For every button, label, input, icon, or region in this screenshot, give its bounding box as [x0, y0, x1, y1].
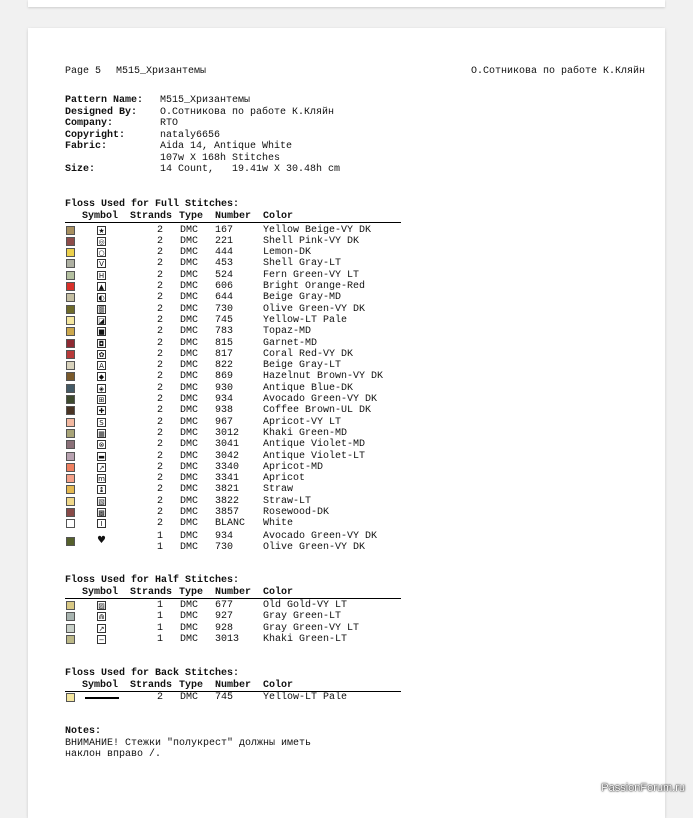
- color-name-cell: Yellow Beige-VY DK: [263, 224, 372, 236]
- number-cell: 967: [215, 416, 234, 428]
- color-swatch: [66, 339, 75, 348]
- half-stitches-title: Floss Used for Half Stitches:: [65, 575, 240, 586]
- notes-line-2: наклон вправо /.: [65, 749, 162, 760]
- stitch-symbol-icon: ✿: [98, 350, 105, 359]
- stitch-symbol-icon: ⋒: [98, 613, 105, 622]
- floss-row: [65, 304, 405, 315]
- strands-cell: 2: [156, 292, 163, 304]
- column-header-type: Type: [179, 680, 204, 691]
- type-cell: DMC: [180, 326, 199, 338]
- floss-row: [65, 518, 405, 529]
- stitch-symbol-icon: ▦: [98, 429, 105, 438]
- info-value: 14 Count, 19.41w X 30.48h cm: [160, 164, 341, 175]
- floss-row: [65, 439, 405, 450]
- header-rule: [65, 598, 401, 599]
- strands-cell: 2: [156, 405, 163, 417]
- color-name-cell: Beige Gray-LT: [263, 360, 342, 372]
- strands-cell: 2: [156, 416, 163, 428]
- color-swatch: [66, 601, 75, 610]
- type-cell: DMC: [180, 611, 199, 623]
- stitch-symbol-icon: ▨: [98, 602, 105, 610]
- stitch-symbol-icon: ▬: [98, 452, 105, 461]
- column-header-type: Type: [179, 587, 204, 598]
- stitch-symbol-icon: ○: [98, 249, 105, 258]
- strands-cell: 2: [156, 337, 163, 349]
- color-swatch: [66, 693, 75, 702]
- type-cell: DMC: [180, 427, 199, 439]
- strands-cell: 2: [156, 235, 163, 247]
- strands-cell: 2: [156, 281, 163, 292]
- color-swatch: [66, 537, 75, 546]
- type-cell: DMC: [180, 461, 199, 473]
- strands-cell: 2: [156, 348, 163, 360]
- stitch-symbol-icon: ◎: [98, 237, 105, 246]
- type-cell: DMC: [180, 258, 199, 270]
- color-name-cell: Yellow-LT Pale: [263, 692, 348, 703]
- info-label: Pattern Name:: [65, 95, 144, 106]
- floss-row: [65, 484, 405, 495]
- color-swatch: [66, 452, 75, 461]
- number-cell: 3822: [215, 495, 240, 507]
- column-header-strands: Strands: [130, 680, 173, 691]
- floss-row: [65, 428, 405, 439]
- strands-cell: 2: [156, 314, 163, 326]
- notes-title: Notes:: [65, 726, 102, 737]
- color-swatch: [66, 282, 75, 291]
- number-cell: 815: [215, 337, 234, 349]
- info-label: Size:: [65, 164, 96, 175]
- color-name-cell: Beige Gray-MD: [263, 292, 342, 304]
- info-value: 107w X 168h Stitches: [160, 152, 281, 164]
- color-swatch: [66, 624, 75, 633]
- number-cell: 606: [215, 281, 234, 292]
- strands-cell: 2: [156, 507, 163, 518]
- number-cell: 3857: [215, 507, 240, 518]
- color-swatch: [66, 372, 75, 381]
- stitch-symbol-icon: ▒: [98, 305, 105, 314]
- color-swatch: [66, 271, 75, 280]
- type-cell: DMC: [180, 495, 199, 507]
- color-name-cell: Topaz-MD: [263, 326, 312, 338]
- strands-cell: 2: [156, 224, 163, 236]
- color-name-cell: Straw-LT: [263, 495, 312, 507]
- strands-cell: 1: [156, 611, 163, 623]
- floss-row: [65, 326, 405, 337]
- number-cell: 677: [215, 600, 234, 611]
- floss-row: [65, 225, 405, 236]
- floss-row: [65, 611, 405, 622]
- floss-row: [65, 507, 405, 518]
- color-swatch: [66, 463, 75, 472]
- number-cell: 444: [215, 247, 234, 259]
- color-name-cell: White: [263, 518, 294, 530]
- type-cell: DMC: [180, 224, 199, 236]
- number-cell: 167: [215, 224, 234, 236]
- header-rule: [65, 222, 401, 223]
- color-name-cell: Lemon-DK: [263, 247, 312, 259]
- type-cell: DMC: [180, 622, 199, 634]
- color-swatch: [66, 429, 75, 438]
- floss-row: [65, 417, 405, 428]
- color-swatch: [66, 316, 75, 325]
- column-header-symbol: Symbol: [82, 587, 119, 598]
- color-name-cell: Gray Green-LT: [263, 611, 342, 623]
- color-swatch: [66, 635, 75, 644]
- number-cell: 524: [215, 269, 234, 281]
- color-name-cell: Avocado Green-VY DK: [263, 530, 378, 542]
- strands-cell: 1: [156, 541, 163, 553]
- color-swatch: [66, 474, 75, 483]
- strands-cell: 2: [156, 258, 163, 270]
- type-cell: DMC: [180, 337, 199, 349]
- info-value: RTO: [160, 118, 179, 129]
- strands-cell: 2: [156, 427, 163, 439]
- number-cell: 3821: [215, 484, 240, 496]
- type-cell: DMC: [180, 541, 199, 553]
- strands-cell: 2: [156, 461, 163, 473]
- backstitch-line-sample: [85, 697, 119, 699]
- stitch-symbol-icon: H: [98, 271, 105, 280]
- color-name-cell: Old Gold-VY LT: [263, 600, 348, 611]
- floss-row: [65, 349, 405, 360]
- previous-page-edge: [28, 0, 665, 7]
- document-page: [28, 28, 665, 818]
- strands-cell: 2: [156, 439, 163, 451]
- strands-cell: 2: [156, 360, 163, 372]
- color-swatch: [66, 485, 75, 494]
- type-cell: DMC: [180, 518, 199, 530]
- type-cell: DMC: [180, 633, 199, 645]
- info-value: nataly6656: [160, 129, 221, 141]
- column-header-number: Number: [215, 587, 252, 598]
- color-swatch: [66, 612, 75, 621]
- strands-cell: 2: [156, 518, 163, 530]
- color-swatch: [66, 248, 75, 257]
- type-cell: DMC: [180, 439, 199, 451]
- color-name-cell: Bright Orange-Red: [263, 281, 366, 292]
- number-cell: 453: [215, 258, 234, 270]
- stitch-symbol-icon: ★: [98, 226, 105, 235]
- strands-cell: 2: [156, 473, 163, 485]
- type-cell: DMC: [180, 348, 199, 360]
- full-stitches-title: Floss Used for Full Stitches:: [65, 199, 240, 210]
- column-header-number: Number: [215, 680, 252, 691]
- stitch-symbol-icon: ⊗: [98, 441, 105, 450]
- number-cell: 3042: [215, 450, 240, 462]
- type-cell: DMC: [180, 416, 199, 428]
- color-swatch: [66, 384, 75, 393]
- stitch-symbol-icon: ▲: [98, 283, 105, 291]
- number-cell: 927: [215, 611, 234, 623]
- type-cell: DMC: [180, 405, 199, 417]
- floss-row: [65, 236, 405, 247]
- number-cell: BLANC: [215, 518, 246, 530]
- color-name-cell: Khaki Green-MD: [263, 427, 348, 439]
- color-name-cell: Rosewood-DK: [263, 507, 330, 518]
- column-header-strands: Strands: [130, 587, 173, 598]
- floss-row: [65, 371, 405, 382]
- floss-row: [65, 623, 405, 634]
- number-cell: 930: [215, 382, 234, 394]
- strands-cell: 2: [156, 484, 163, 496]
- blend-row: [65, 531, 405, 554]
- stitch-symbol-icon: V: [97, 259, 106, 268]
- column-header-color: Color: [263, 211, 294, 222]
- column-header-color: Color: [263, 680, 294, 691]
- floss-row: [65, 292, 405, 303]
- color-swatch: [66, 226, 75, 235]
- type-cell: DMC: [180, 314, 199, 326]
- color-swatch: [66, 237, 75, 246]
- number-cell: 783: [215, 326, 234, 338]
- stitch-symbol-icon: A: [97, 361, 106, 370]
- type-cell: DMC: [180, 371, 199, 383]
- stitch-symbol-icon: ♥: [97, 534, 106, 546]
- number-cell: 938: [215, 405, 234, 417]
- column-header-color: Color: [263, 587, 294, 598]
- stitch-symbol-icon: S: [97, 418, 106, 427]
- color-name-cell: Olive Green-VY DK: [263, 541, 366, 553]
- info-label: Designed By:: [65, 106, 138, 118]
- color-name-cell: Khaki Green-LT: [263, 633, 348, 645]
- type-cell: DMC: [180, 382, 199, 394]
- stitch-symbol-icon: ◪: [98, 316, 105, 325]
- number-cell: 3340: [215, 461, 240, 473]
- type-cell: DMC: [180, 281, 199, 292]
- number-cell: 644: [215, 292, 234, 304]
- floss-row: [65, 692, 405, 703]
- floss-row: [65, 258, 405, 269]
- notes-line-1: ВНИМАНИЕ! Стежки "полукрест" должны иметь: [65, 738, 312, 749]
- number-cell: 3013: [215, 633, 240, 645]
- color-swatch: [66, 508, 75, 517]
- strands-cell: 2: [156, 382, 163, 394]
- type-cell: DMC: [180, 303, 199, 315]
- type-cell: DMC: [180, 484, 199, 496]
- strands-cell: 2: [156, 394, 163, 405]
- number-cell: 730: [215, 541, 234, 553]
- color-swatch: [66, 259, 75, 268]
- color-name-cell: Yellow-LT Pale: [263, 314, 348, 326]
- color-name-cell: Apricot-MD: [263, 461, 324, 473]
- color-name-cell: Avocado Green-VY DK: [263, 394, 378, 405]
- floss-row: [65, 338, 405, 349]
- color-swatch: [66, 327, 75, 336]
- number-cell: 822: [215, 360, 234, 372]
- info-label: Copyright:: [65, 129, 126, 141]
- type-cell: DMC: [180, 450, 199, 462]
- stitch-symbol-icon: ↗: [98, 463, 105, 472]
- type-cell: DMC: [180, 600, 199, 611]
- floss-row: [65, 462, 405, 473]
- color-swatch: [66, 395, 75, 404]
- type-cell: DMC: [180, 507, 199, 518]
- back-stitches-title: Floss Used for Back Stitches:: [65, 668, 240, 679]
- color-swatch: [66, 361, 75, 370]
- color-swatch: [66, 519, 75, 528]
- color-name-cell: Shell Gray-LT: [263, 258, 342, 270]
- header-designer: О.Сотникова по работе К.Кляйн: [470, 66, 645, 77]
- info-value: M515_Хризантемы: [160, 95, 251, 106]
- type-cell: DMC: [180, 692, 199, 703]
- type-cell: DMC: [180, 235, 199, 247]
- type-cell: DMC: [180, 394, 199, 405]
- number-cell: 934: [215, 394, 234, 405]
- info-label: Company:: [65, 118, 114, 129]
- strands-cell: 1: [156, 530, 163, 542]
- strands-cell: 1: [156, 633, 163, 645]
- pattern-code: M515_Хризантемы: [116, 66, 207, 77]
- floss-row: [65, 360, 405, 371]
- column-header-symbol: Symbol: [82, 680, 119, 691]
- stitch-symbol-icon: ✚: [98, 407, 105, 416]
- floss-row: [65, 600, 405, 611]
- color-name-cell: Antique Violet-LT: [263, 450, 366, 462]
- color-name-cell: Antique Violet-MD: [263, 439, 366, 451]
- column-header-number: Number: [215, 211, 252, 222]
- color-swatch: [66, 440, 75, 449]
- color-name-cell: Hazelnut Brown-VY DK: [263, 371, 384, 383]
- type-cell: DMC: [180, 360, 199, 372]
- watermark: PassionForum.ru: [601, 782, 685, 794]
- color-swatch: [66, 350, 75, 359]
- stitch-symbol-icon: ▧: [98, 497, 105, 506]
- strands-cell: 2: [156, 371, 163, 383]
- stitch-symbol-icon: I: [97, 519, 106, 528]
- stitch-symbol-icon: ⊞: [98, 396, 105, 404]
- stitch-symbol-icon: ↨: [98, 486, 105, 495]
- number-cell: 221: [215, 235, 234, 247]
- color-name-cell: Antique Blue-DK: [263, 382, 354, 394]
- number-cell: 745: [215, 314, 234, 326]
- color-name-cell: Olive Green-VY DK: [263, 303, 366, 315]
- strands-cell: 2: [156, 303, 163, 315]
- color-swatch: [66, 305, 75, 314]
- color-name-cell: Apricot-VY LT: [263, 416, 342, 428]
- column-header-symbol: Symbol: [82, 211, 119, 222]
- type-cell: DMC: [180, 530, 199, 542]
- floss-row: [65, 315, 405, 326]
- strands-cell: 2: [156, 326, 163, 338]
- strands-cell: 1: [156, 622, 163, 634]
- floss-row: [65, 451, 405, 462]
- color-name-cell: Gray Green-VY LT: [263, 622, 360, 634]
- stitch-symbol-icon: ◆: [98, 373, 105, 382]
- strands-cell: 2: [156, 269, 163, 281]
- number-cell: 934: [215, 530, 234, 542]
- stitch-symbol-icon: ◘: [98, 339, 105, 348]
- stitch-symbol-icon: ◐: [98, 294, 105, 303]
- page-label: Page 5: [65, 66, 102, 77]
- strands-cell: 2: [156, 247, 163, 259]
- floss-row: [65, 405, 405, 416]
- stitch-symbol-icon: ◈: [98, 384, 105, 393]
- number-cell: 3012: [215, 427, 240, 439]
- type-cell: DMC: [180, 269, 199, 281]
- stitch-symbol-icon: ↗: [98, 624, 105, 633]
- stitch-symbol-icon: −: [98, 635, 105, 644]
- type-cell: DMC: [180, 292, 199, 304]
- strands-cell: 2: [156, 692, 163, 703]
- color-swatch: [66, 406, 75, 415]
- floss-row: [65, 281, 405, 292]
- strands-cell: 1: [156, 600, 163, 611]
- number-cell: 745: [215, 692, 234, 703]
- type-cell: DMC: [180, 247, 199, 259]
- color-name-cell: Coffee Brown-UL DK: [263, 405, 372, 417]
- color-name-cell: Fern Green-VY LT: [263, 269, 360, 281]
- floss-row: [65, 394, 405, 405]
- stitch-symbol-icon: m: [98, 475, 105, 484]
- number-cell: 3041: [215, 439, 240, 451]
- info-value: Aida 14, Antique White: [160, 141, 293, 152]
- color-swatch: [66, 418, 75, 427]
- number-cell: 730: [215, 303, 234, 315]
- stitch-symbol-icon: ▩: [98, 509, 105, 517]
- color-name-cell: Shell Pink-VY DK: [263, 235, 360, 247]
- color-swatch: [66, 293, 75, 302]
- color-name-cell: Apricot: [263, 473, 306, 485]
- info-value: О.Сотникова по работе К.Кляйн: [160, 106, 335, 118]
- color-name-cell: Straw: [263, 484, 294, 496]
- floss-row: [65, 247, 405, 258]
- color-swatch: [66, 497, 75, 506]
- column-header-type: Type: [179, 211, 204, 222]
- floss-row: [65, 383, 405, 394]
- column-header-strands: Strands: [130, 211, 173, 222]
- number-cell: 3341: [215, 473, 240, 485]
- number-cell: 817: [215, 348, 234, 360]
- floss-row: [65, 496, 405, 507]
- stitch-symbol-icon: ■: [98, 328, 105, 337]
- floss-row: [65, 473, 405, 484]
- number-cell: 869: [215, 371, 234, 383]
- number-cell: 928: [215, 622, 234, 634]
- strands-cell: 2: [156, 495, 163, 507]
- floss-row: [65, 634, 405, 645]
- floss-row: [65, 270, 405, 281]
- color-name-cell: Garnet-MD: [263, 337, 318, 349]
- color-name-cell: Coral Red-VY DK: [263, 348, 354, 360]
- strands-cell: 2: [156, 450, 163, 462]
- type-cell: DMC: [180, 473, 199, 485]
- info-label: Fabric:: [65, 141, 108, 152]
